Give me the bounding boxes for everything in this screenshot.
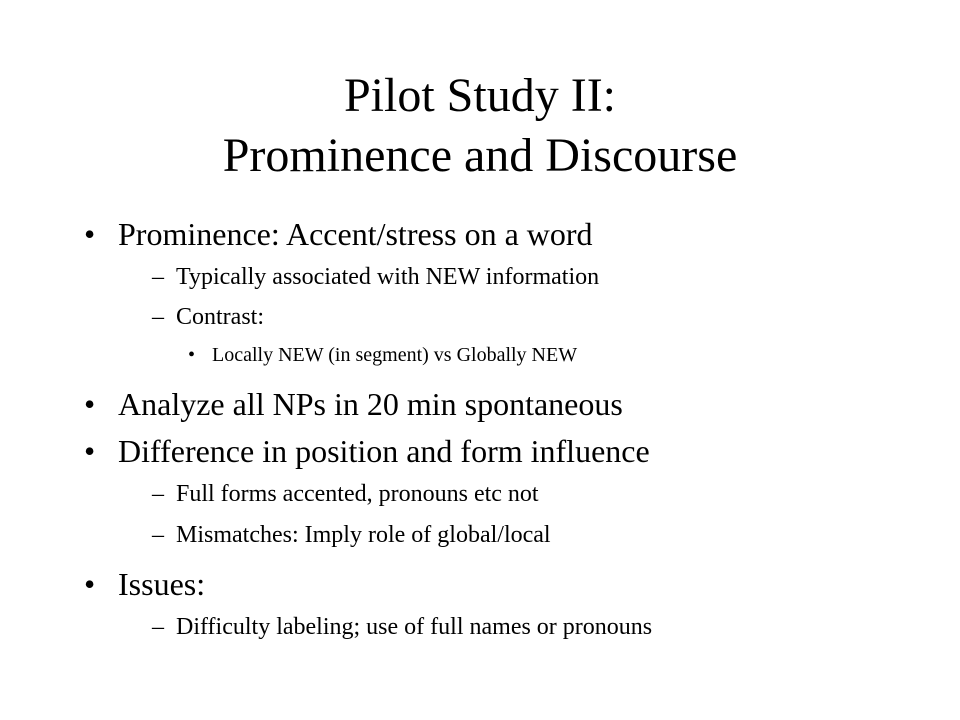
bullet-text: Difference in position and form influence xyxy=(118,433,650,469)
bullet-marker: • xyxy=(84,433,96,469)
sub-bullet-text: Difficulty labeling; use of full names or pronouns xyxy=(176,614,653,640)
sub-bullet-marker: – xyxy=(152,481,164,507)
sub-bullet-marker: – xyxy=(152,304,164,330)
sub-bullet-marker: – xyxy=(152,614,164,640)
bullet-text: Prominence: Accent/stress on a word xyxy=(118,216,593,252)
sub-bullet-text: Typically associated with NEW information xyxy=(176,264,600,290)
bullet-item xyxy=(84,216,95,253)
sub-sub-bullet-text: Locally NEW (in segment) vs Globally NEW xyxy=(212,344,578,366)
sub-bullet-marker: – xyxy=(152,522,164,548)
bullet-text: Issues: xyxy=(118,566,206,602)
sub-bullet-text: Mismatches: Imply role of global/local xyxy=(176,522,551,548)
bullet-marker: • xyxy=(84,216,96,252)
bullet-marker: • xyxy=(84,566,96,602)
sub-bullet-marker: – xyxy=(152,264,164,290)
bullet-marker: • xyxy=(84,386,96,422)
sub-bullet-text: Full forms accented, pronouns etc not xyxy=(176,481,539,507)
sub-bullet-text: Contrast: xyxy=(176,304,264,330)
slide-title-line-1: Pilot Study II: xyxy=(343,69,617,122)
sub-sub-bullet-marker: • xyxy=(188,344,196,366)
bullet-text: Analyze all NPs in 20 min spontaneous xyxy=(118,386,623,422)
slide-title-line-2: Prominence and Discourse xyxy=(222,129,738,182)
